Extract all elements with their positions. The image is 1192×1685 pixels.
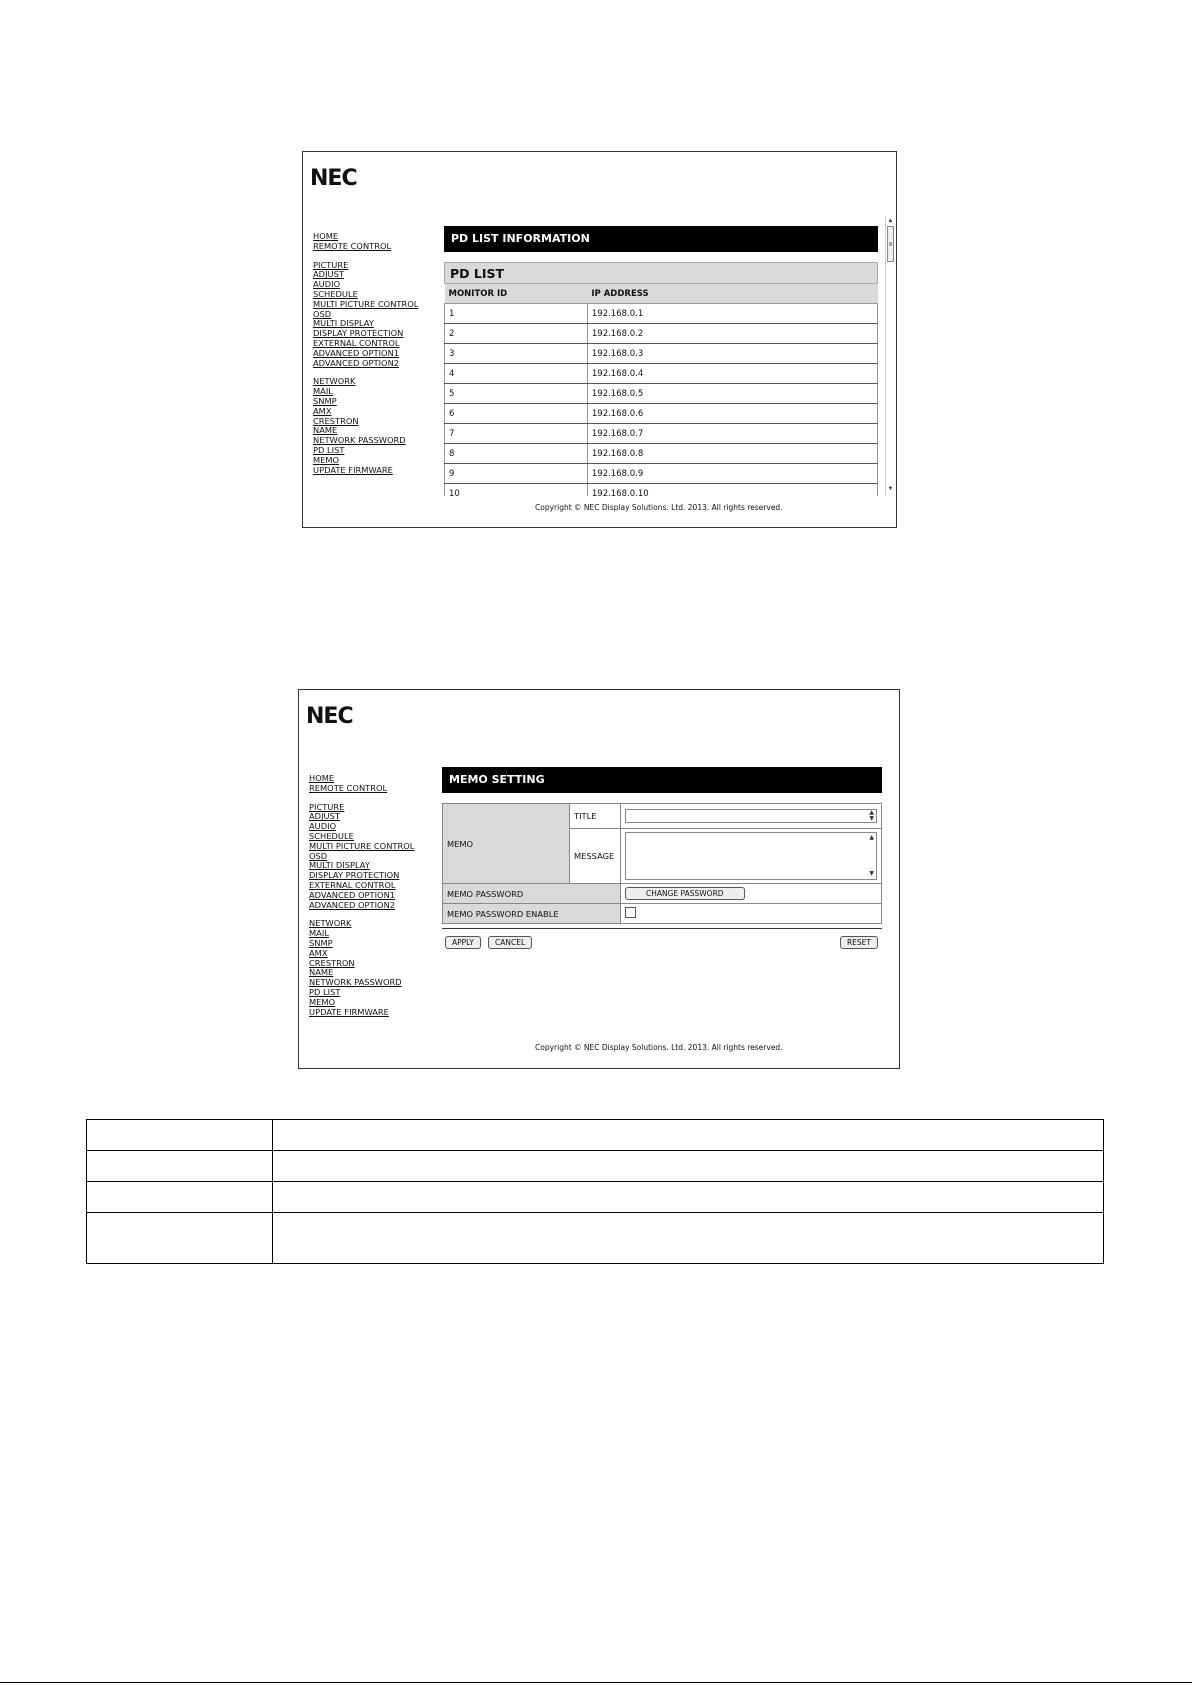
table-row <box>87 1182 1104 1213</box>
nav-group-network <box>309 919 414 1017</box>
nav-link-osd[interactable]: OSD <box>309 850 328 861</box>
memo-content <box>442 767 882 950</box>
pd-list-content <box>444 226 878 496</box>
nav-link-amx[interactable]: AMX <box>313 405 332 416</box>
nav-link-network[interactable]: NETWORK <box>313 376 356 387</box>
ip-address-cell: 192.168.0.6 <box>587 404 877 424</box>
title-cell <box>621 804 882 829</box>
monitor-id-cell: 2 <box>445 324 588 344</box>
nav-link-name[interactable]: NAME <box>313 425 338 436</box>
nav-link-schedule[interactable]: SCHEDULE <box>309 830 354 841</box>
table-row <box>445 364 878 384</box>
ip-address-cell: 192.168.0.10 <box>587 484 877 497</box>
table-row <box>445 424 878 444</box>
nav-link-snmp[interactable]: SNMP <box>313 395 337 406</box>
message-textarea[interactable] <box>625 832 877 880</box>
nav-link-update-firmware[interactable]: UPDATE FIRMWARE <box>313 464 393 475</box>
nav-link-audio[interactable]: AUDIO <box>313 279 341 290</box>
message-label: MESSAGE <box>570 829 621 884</box>
action-buttons <box>442 932 882 950</box>
nav-link-picture[interactable]: PICTURE <box>313 259 349 270</box>
table-row <box>445 384 878 404</box>
nav-link-advanced-option2[interactable]: ADVANCED OPTION2 <box>313 357 400 368</box>
table-row <box>445 484 878 497</box>
nav-link-adjust[interactable]: ADJUST <box>313 269 344 280</box>
col-ip-address: IP ADDRESS <box>587 284 877 304</box>
nav-link-crestron[interactable]: CRESTRON <box>309 957 355 968</box>
ip-address-cell: 192.168.0.3 <box>587 344 877 364</box>
nav-group-network <box>313 377 418 475</box>
memo-label: MEMO <box>443 804 570 884</box>
page-footer-rule <box>0 1682 1192 1683</box>
ip-address-cell: 192.168.0.8 <box>587 444 877 464</box>
memo-password-cell <box>621 884 882 904</box>
nav-link-network[interactable]: NETWORK <box>309 918 352 929</box>
cancel-button[interactable]: CANCEL <box>488 936 532 949</box>
table-header-row <box>445 284 878 304</box>
table-row <box>87 1213 1104 1264</box>
monitor-id-cell: 6 <box>445 404 588 424</box>
monitor-id-cell: 1 <box>445 304 588 324</box>
monitor-id-cell: 4 <box>445 364 588 384</box>
table-row <box>445 304 878 324</box>
apply-button[interactable]: APPLY <box>445 936 481 949</box>
nav-link-name[interactable]: NAME <box>309 967 334 978</box>
nav-link-memo[interactable]: MEMO <box>309 996 336 1007</box>
nec-logo: NEC <box>306 704 353 729</box>
nav-group-settings <box>309 803 414 911</box>
nav-link-pd-list[interactable]: PD LIST <box>313 444 345 455</box>
pd-list-screenshot <box>302 151 897 528</box>
monitor-id-cell: 7 <box>445 424 588 444</box>
monitor-id-cell: 10 <box>445 484 588 497</box>
table-row <box>445 404 878 424</box>
monitor-id-cell: 9 <box>445 464 588 484</box>
nav-link-mail[interactable]: MAIL <box>313 386 333 397</box>
nav-link-multi-display[interactable]: MULTI DISPLAY <box>309 860 370 871</box>
nav-link-mail[interactable]: MAIL <box>309 928 329 939</box>
memo-settings-table <box>442 803 882 924</box>
sidebar-nav <box>313 232 418 484</box>
ip-address-cell: 192.168.0.5 <box>587 384 877 404</box>
nav-link-display-protection[interactable]: DISPLAY PROTECTION <box>309 870 400 881</box>
nav-link-external-control[interactable]: EXTERNAL CONTROL <box>309 879 396 890</box>
nav-link-advanced-option1[interactable]: ADVANCED OPTION1 <box>313 347 400 358</box>
nav-link-memo[interactable]: MEMO <box>313 454 340 465</box>
message-cell <box>621 829 882 884</box>
ip-address-cell: 192.168.0.2 <box>587 324 877 344</box>
pd-list-table <box>444 284 878 496</box>
nav-link-update-firmware[interactable]: UPDATE FIRMWARE <box>309 1006 389 1017</box>
nav-link-home[interactable]: HOME <box>313 231 339 241</box>
table-row <box>87 1120 1104 1151</box>
scroll-down-icon[interactable]: ▼ <box>887 486 894 492</box>
nav-link-adjust[interactable]: ADJUST <box>309 811 340 822</box>
table-row <box>445 464 878 484</box>
textarea-scroll-up-icon[interactable]: ▲ <box>869 834 874 841</box>
nav-link-crestron[interactable]: CRESTRON <box>313 415 359 426</box>
nav-link-pd-list[interactable]: PD LIST <box>309 986 341 997</box>
monitor-id-cell: 3 <box>445 344 588 364</box>
copyright-text: Copyright © NEC Display Solutions. Ltd. 2013. All rights reserved. <box>535 503 783 512</box>
nav-group-settings <box>313 261 418 369</box>
nav-link-snmp[interactable]: SNMP <box>309 937 333 948</box>
nav-link-remote-control[interactable]: REMOTE CONTROL <box>313 240 392 251</box>
title-label: TITLE <box>570 804 621 829</box>
nav-link-advanced-option2[interactable]: ADVANCED OPTION2 <box>309 899 396 910</box>
nav-link-display-protection[interactable]: DISPLAY PROTECTION <box>313 328 404 339</box>
ip-address-cell: 192.168.0.7 <box>587 424 877 444</box>
spin-arrows-icon[interactable]: ▲ ▼ <box>869 809 874 822</box>
ip-address-cell: 192.168.0.9 <box>587 464 877 484</box>
ip-address-cell: 192.168.0.1 <box>587 304 877 324</box>
monitor-id-cell: 5 <box>445 384 588 404</box>
memo-setting-screenshot <box>298 689 900 1069</box>
table-row <box>445 444 878 464</box>
scroll-up-icon[interactable]: ▲ <box>887 218 894 224</box>
description-table <box>86 1119 1104 1264</box>
change-password-button[interactable]: CHANGE PASSWORD <box>625 887 745 900</box>
table-row <box>87 1151 1104 1182</box>
memo-password-enable-cell <box>621 904 882 924</box>
table-row <box>445 344 878 364</box>
nav-link-network-password[interactable]: NETWORK PASSWORD <box>309 977 402 988</box>
nav-link-amx[interactable]: AMX <box>309 947 328 958</box>
nav-link-schedule[interactable]: SCHEDULE <box>313 288 358 299</box>
vertical-scrollbar[interactable] <box>885 216 895 496</box>
textarea-scroll-down-icon[interactable]: ▼ <box>869 870 874 877</box>
nav-link-remote-control[interactable]: REMOTE CONTROL <box>309 782 388 793</box>
nav-group-main <box>309 774 414 794</box>
nav-link-multi-picture-control[interactable]: MULTI PICTURE CONTROL <box>313 298 419 309</box>
sidebar-nav <box>309 774 414 1026</box>
pd-list-heading: PD LIST <box>444 262 878 284</box>
nav-link-audio[interactable]: AUDIO <box>309 821 337 832</box>
nav-link-osd[interactable]: OSD <box>313 308 332 319</box>
nav-link-picture[interactable]: PICTURE <box>309 801 345 812</box>
table-row <box>445 324 878 344</box>
title-input[interactable] <box>625 809 877 823</box>
reset-button[interactable]: RESET <box>840 936 878 949</box>
page-title: PD LIST INFORMATION <box>444 226 878 252</box>
ip-address-cell: 192.168.0.4 <box>587 364 877 384</box>
nav-link-external-control[interactable]: EXTERNAL CONTROL <box>313 337 400 348</box>
copyright-text: Copyright © NEC Display Solutions. Ltd. 2013. All rights reserved. <box>535 1043 783 1052</box>
page-title: MEMO SETTING <box>442 767 882 793</box>
nav-link-advanced-option1[interactable]: ADVANCED OPTION1 <box>309 889 396 900</box>
memo-password-enable-checkbox[interactable] <box>625 907 636 918</box>
nav-link-network-password[interactable]: NETWORK PASSWORD <box>313 435 406 446</box>
scroll-thumb[interactable]: ≡ <box>887 226 894 262</box>
nec-logo: NEC <box>310 166 357 191</box>
memo-password-label: MEMO PASSWORD <box>443 884 621 904</box>
nav-link-multi-picture-control[interactable]: MULTI PICTURE CONTROL <box>309 840 415 851</box>
col-monitor-id: MONITOR ID <box>445 284 588 304</box>
nav-group-main <box>313 232 418 252</box>
nav-link-home[interactable]: HOME <box>309 773 335 783</box>
monitor-id-cell: 8 <box>445 444 588 464</box>
nav-link-multi-display[interactable]: MULTI DISPLAY <box>313 318 374 329</box>
memo-password-enable-label: MEMO PASSWORD ENABLE <box>443 904 621 924</box>
